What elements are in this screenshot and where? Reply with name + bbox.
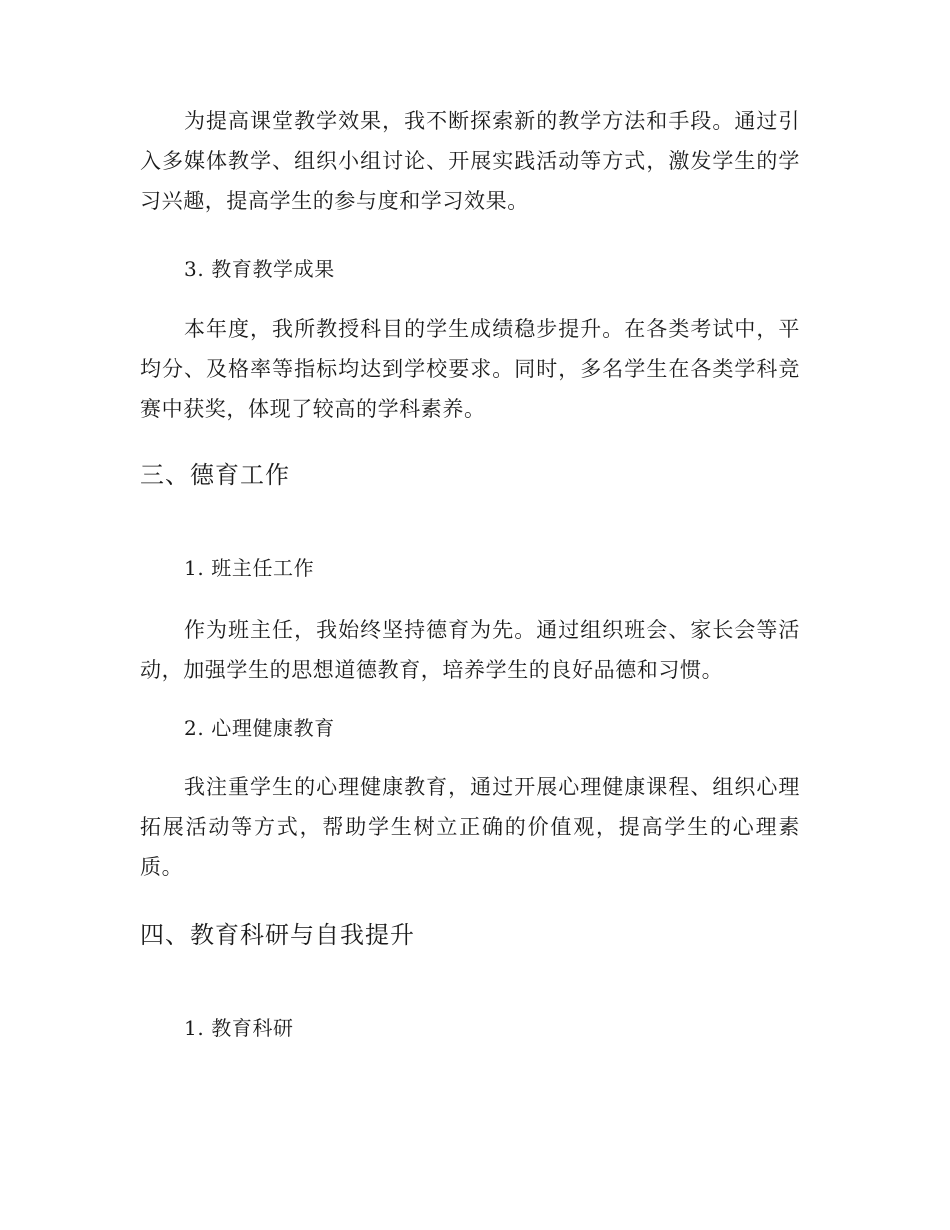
section-heading-moral-education: 三、德育工作 bbox=[140, 461, 290, 489]
paragraph-class-teacher: 作为班主任，我始终坚持德育为先。通过组织班会、家长会等活动，加强学生的思想道德教育，培养学生的良好品德和习惯。 bbox=[140, 618, 800, 682]
section-heading-research: 四、教育科研与自我提升 bbox=[140, 921, 415, 949]
list-item-education-research: 1. 教育科研 bbox=[184, 1016, 294, 1040]
list-item-mental-health: 2. 心理健康教育 bbox=[184, 716, 335, 740]
paragraph-teaching-methods: 为提高课堂教学效果，我不断探索新的教学方法和手段。通过引入多媒体教学、组织小组讨论、开展实践活动等方式，激发学生的学习兴趣，提高学生的参与度和学习效果。 bbox=[140, 109, 800, 213]
list-item-class-teacher: 1. 班主任工作 bbox=[184, 556, 315, 580]
paragraph-mental-health: 我注重学生的心理健康教育，通过开展心理健康课程、组织心理拓展活动等方式，帮助学生树立正确的价值观，提高学生的心理素质。 bbox=[140, 775, 800, 879]
list-item-teaching-results: 3. 教育教学成果 bbox=[184, 257, 335, 281]
paragraph-teaching-results: 本年度，我所教授科目的学生成绩稳步提升。在各类考试中，平均分、及格率等指标均达到学校要求。同时，多名学生在各类学科竞赛中获奖，体现了较高的学科素养。 bbox=[140, 317, 800, 421]
